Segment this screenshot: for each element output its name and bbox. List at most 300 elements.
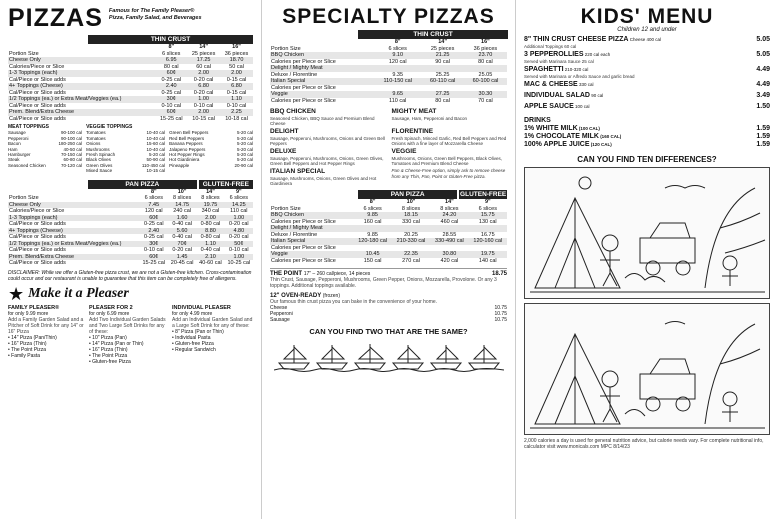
specialty-name: FLORENTINE xyxy=(391,128,434,136)
kids-item-name: 8" THIN CRUST CHEESE PIZZA xyxy=(524,36,629,43)
family-pleaser-title: FAMILY PLEASER® xyxy=(8,304,60,311)
oven-item-name: Cheese xyxy=(270,305,288,312)
the-point-sub: 17" – 260 cal/piece, 14 pieces xyxy=(303,271,371,278)
row-value: 2.40 xyxy=(155,83,187,90)
row-value: 8 slices xyxy=(201,195,220,202)
kids-item-name-wrap xyxy=(524,81,593,89)
topping-cal: 110-450 cal xyxy=(141,162,166,168)
topping-cal: 15-60 cal xyxy=(146,141,166,147)
row-value: 9.10 xyxy=(374,52,421,59)
oven-item-name: Sausage xyxy=(270,317,290,324)
row-value: 0-10 cal xyxy=(229,247,249,254)
kids-item-cal: 100 cal xyxy=(573,104,590,109)
row-label: Veggie xyxy=(270,251,353,258)
row-value: 27.25 xyxy=(421,91,464,98)
thin-crust-bar: THIN CRUST xyxy=(88,35,253,44)
kids-item-name: APPLE SAUCE xyxy=(524,103,574,110)
row-label: Delight / Mighty Meat xyxy=(270,65,374,72)
differences-picture-bottom xyxy=(524,303,770,435)
topping-cal: 60-80 cal xyxy=(63,157,83,163)
row-value: 130 cal xyxy=(478,218,497,225)
row-value: 6 slices xyxy=(229,195,248,202)
kids-item-name: 3 PEPPEROLLIES xyxy=(524,51,584,58)
kids-item-price: 4.49 xyxy=(756,66,770,73)
row-label: Cal/Piece or Slice adds xyxy=(9,115,66,122)
row-value: 2.25 xyxy=(220,109,253,116)
tagline-line2: Pizza, Family Salad, and Beverages xyxy=(108,15,202,21)
oven-item-price: 10.75 xyxy=(494,305,507,312)
row-value: 60¢ xyxy=(140,215,168,222)
row-value: 18.70 xyxy=(220,57,253,64)
size-header: 8" xyxy=(150,188,157,195)
topping-cal: 5-20 cal xyxy=(236,135,253,141)
row-value: 110 cal xyxy=(389,97,407,104)
row-value: 0-10 cal xyxy=(226,102,247,109)
table-row xyxy=(8,260,253,267)
topping-cal: 10-15 cal xyxy=(146,168,166,174)
row-value: 30¢ xyxy=(155,96,187,103)
topping-cal: 5-20 cal xyxy=(236,141,253,147)
specialty-gf-bar: GLUTEN-FREE xyxy=(460,191,507,199)
row-value: 10-25 cal xyxy=(227,260,251,267)
topping-name: Hot Pepper Rings xyxy=(169,152,205,158)
row-value: 0-80 cal xyxy=(200,221,221,228)
table-row xyxy=(270,258,507,265)
row-value: 6.80 xyxy=(220,83,253,90)
row-value: 0-20 cal xyxy=(193,76,214,83)
topping-name: Jalapeno Peppers xyxy=(169,146,206,152)
kids-item-cal: 90 cal xyxy=(589,93,604,98)
list-item: • Gluten-free Pizza xyxy=(172,340,214,347)
pan-pizza-table xyxy=(8,189,253,267)
row-value: 2.00 xyxy=(220,70,253,77)
row-value: 19.75 xyxy=(196,202,224,209)
row-value: 120-160 cal xyxy=(469,238,507,245)
topping-name: Fresh Spinach xyxy=(86,152,116,158)
row-value: 210-330 cal xyxy=(392,238,430,245)
row-label: BBQ Chicken xyxy=(270,212,353,219)
size-header: 8" xyxy=(394,39,401,45)
row-value: 110 cal xyxy=(230,208,248,215)
topping-cal: 70-120 cal xyxy=(61,162,83,168)
pleaser-for-2-price: for only 6.99 more xyxy=(89,310,130,317)
drink-name: 1% CHOCOLATE MILK xyxy=(524,133,599,140)
family-pleaser-price: for only 9.99 more xyxy=(8,310,49,317)
specialty-item xyxy=(392,128,508,146)
row-value: 140 cal xyxy=(478,257,497,264)
row-label: Prem. Blend/Extra Cheese xyxy=(8,109,155,116)
row-value: 6 slices xyxy=(388,45,407,52)
row-value: 8 slices xyxy=(401,205,421,212)
table-row xyxy=(8,116,253,123)
specialty-name: DELIGHT xyxy=(270,128,299,136)
row-value: 25.25 xyxy=(435,71,450,78)
row-value: 0-40 cal xyxy=(172,221,192,228)
row-label: Cal/Piece or Slice adds xyxy=(9,76,66,83)
row-value: 10.45 xyxy=(353,251,391,258)
list-item: • 10" Pizza (Pan) xyxy=(89,334,127,341)
row-value: 0-20 cal xyxy=(172,247,192,254)
kids-menu-title: KIDS' MENU xyxy=(580,5,714,28)
list-item: • Regular Sandwich xyxy=(172,346,216,353)
topping-name: Tomatoes xyxy=(86,135,106,141)
topping-cal: 10-40 cal xyxy=(146,130,166,136)
specialty-item xyxy=(392,148,508,166)
row-label: Italian Special xyxy=(270,238,353,245)
specialty-item xyxy=(392,108,508,126)
row-value: 2.00 xyxy=(187,70,220,77)
kids-item-row xyxy=(524,81,770,89)
row-value: 90 cal xyxy=(435,58,450,65)
list-item: • 14" Pizza (Pan/Thin) xyxy=(8,334,57,341)
pizzas-title: PIZZAS xyxy=(8,4,103,32)
row-label: Cal/Piece or Slice adds xyxy=(9,102,66,109)
row-value: 1.45 xyxy=(168,254,196,261)
row-value: 240 cal xyxy=(173,208,191,215)
topping-cal: 5-20 cal xyxy=(236,152,253,158)
topping-name: Hot Giardiniera xyxy=(169,157,200,163)
specialty-thin-table xyxy=(270,39,507,104)
drink-cal: (160 CAL) xyxy=(598,134,622,139)
row-value: 4.80 xyxy=(225,228,253,235)
row-value: 6.95 xyxy=(155,57,187,64)
specialty-pan-bar: PAN PIZZA xyxy=(358,190,457,199)
pleaser-for-2-items xyxy=(89,335,168,365)
row-label: Portion Size xyxy=(271,205,301,212)
kids-item-cal: 330 cal xyxy=(577,82,594,87)
list-item: • 16" Pizza (Thin) xyxy=(8,340,47,347)
oven-ready-sub: (frozen) xyxy=(322,293,340,300)
row-label: Portion Size xyxy=(271,45,301,52)
row-value: 1.60 xyxy=(168,215,196,222)
size-header: 14" xyxy=(445,199,454,206)
gluten-disclaimer: DISCLAIMER: While we offer a Gluten-free pizza crust, we are not a Gluten-free kitchen. Cross-contamination could occur and our restaurant is unable to guarantee that this item can be completely free of allergens. xyxy=(8,269,252,282)
row-value: 40-60 cal xyxy=(199,260,222,267)
row-value: 1.00 xyxy=(187,96,220,103)
kids-item-price: 5.05 xyxy=(756,51,770,58)
row-value: 23.70 xyxy=(464,52,507,59)
individual-pleaser-items xyxy=(172,329,253,353)
row-value: 0-40 cal xyxy=(200,247,221,254)
the-point-title: THE POINT xyxy=(270,271,303,278)
drink-name-wrap xyxy=(524,125,600,133)
row-value: 330 cal xyxy=(402,218,420,225)
drink-name: 100% APPLE JUICE xyxy=(524,141,590,148)
list-item: • Family Pasta xyxy=(8,352,41,359)
topping-cal: 40-50 cal xyxy=(63,146,83,152)
kids-item-name-wrap xyxy=(524,92,603,100)
kids-item-sub: Additional Toppings 60 cal xyxy=(524,44,577,49)
kids-item-name: INDIVIDUAL SALAD xyxy=(524,92,590,99)
row-value: 60-100 cal xyxy=(464,78,507,85)
specialty-item xyxy=(392,168,508,186)
topping-cal: 180-250 cal xyxy=(58,141,83,147)
topping-name: Banana Peppers xyxy=(169,141,203,147)
topping-cal: 5-20 cal xyxy=(236,157,253,163)
row-value: 70¢ xyxy=(168,241,196,248)
row-value: 50 cal xyxy=(229,63,244,70)
ships-puzzle xyxy=(270,339,507,373)
kids-item-name-wrap xyxy=(524,36,661,44)
row-value: 0-25 cal xyxy=(161,89,182,96)
row-value: 160 cal xyxy=(363,218,382,225)
drink-price: 1.59 xyxy=(756,125,770,132)
topping-name: Pineapple xyxy=(169,162,190,168)
row-value: 50¢ xyxy=(225,241,253,248)
specialty-desc: Mushrooms, Onions, Green Bell Peppers, Black Olives, Tomatoes and Premium Blend Cheese xyxy=(391,155,503,166)
topping-cal: 20-90 cal xyxy=(234,162,253,168)
size-header: 14" xyxy=(438,39,447,45)
topping-cal: 10-40 cal xyxy=(146,135,166,141)
kids-item-price: 1.50 xyxy=(756,103,770,110)
row-value: 10-15 cal xyxy=(192,115,215,122)
pan-pizza-bar: PAN PIZZA xyxy=(88,180,197,189)
kids-item xyxy=(524,92,770,103)
row-value: 15-25 cal xyxy=(142,260,166,267)
make-it-a-pleaser-title: Make it a Pleaser xyxy=(28,285,129,301)
row-value: 60¢ xyxy=(140,254,168,261)
row-value: 460 cal xyxy=(440,218,459,225)
row-value: 2.10 xyxy=(196,254,224,261)
specialty-desc: Seasoned Chicken, BBQ Sauce and Premium Blend Cheese xyxy=(270,115,375,126)
row-value: 1.00 xyxy=(225,215,253,222)
topping-cal: 5-20 cal xyxy=(236,146,253,152)
row-value: 8 slices xyxy=(440,205,459,212)
topping-name: Bacon xyxy=(8,141,21,147)
row-value: 1.10 xyxy=(196,241,224,248)
kids-item-sub: Served with Marinara or Alfredo Sauce and garlic bread xyxy=(524,74,635,79)
row-value: 120 cal xyxy=(144,208,163,215)
veggie-toppings-list-2 xyxy=(169,130,253,168)
oven-ready-desc: Our famous thin crust pizza you can bake in the convenience of your home. xyxy=(270,299,438,306)
row-value: 14.25 xyxy=(225,202,253,209)
specialty-name: MIGHTY MEAT xyxy=(391,108,437,115)
topping-name: Mixed Sauce xyxy=(86,168,113,174)
drink-name-wrap xyxy=(524,141,612,149)
row-label: Portion Size xyxy=(9,195,39,202)
row-label: Deluxe / Florentine xyxy=(271,231,318,238)
oven-ready-title: 12" OVEN-READY xyxy=(270,293,322,300)
kids-item-cal: 220 cal each xyxy=(583,52,611,57)
row-value: 0-10 cal xyxy=(161,102,182,109)
drink-cal: (100 CAL) xyxy=(577,126,600,131)
row-value: 2.40 xyxy=(140,228,168,235)
topping-cal: 90-100 cal xyxy=(61,135,83,141)
row-value: 0-20 cal xyxy=(229,221,249,228)
specialty-item xyxy=(270,148,386,166)
pleaser-for-2-desc: Add Two Individual Garden Salads and Two Large Soft Drinks for any of these: xyxy=(89,316,166,335)
row-value: 6 slices xyxy=(162,50,181,57)
row-value: 22.35 xyxy=(392,251,430,258)
list-item: • 8" Pizza (Pan or Thin) xyxy=(172,328,224,335)
individual-pleaser-desc: Add an Individual Garden Salad and a Large Soft Drink for any of these: xyxy=(172,316,253,329)
row-value: 420 cal xyxy=(440,257,459,264)
row-label: 1-3 Toppings (each) xyxy=(8,70,155,77)
topping-name: Sausage xyxy=(8,130,26,136)
row-label: Calories per Piece or Slice xyxy=(271,97,336,104)
row-value: 70 cal xyxy=(478,97,493,104)
row-label: Calories per Piece or Slice xyxy=(271,84,336,91)
list-item: • 16" Pizza (Thin) xyxy=(89,346,128,353)
row-value: 1.10 xyxy=(220,96,253,103)
ships-illustration xyxy=(274,339,504,373)
row-value: 18.15 xyxy=(392,212,430,219)
list-item: • The Point Pizza xyxy=(8,346,47,353)
ten-differences-title: CAN YOU FIND TEN DIFFERENCES? xyxy=(577,155,717,164)
topping-name: Pepperoni xyxy=(8,135,29,141)
specialty-desc: Pan & Cheese-Free option, simply ask to remove cheese from any Thin, Pan, Point or Gluten-Free pizza. xyxy=(391,168,506,179)
row-value: 36 pieces xyxy=(224,50,249,57)
oven-ready-items xyxy=(270,305,507,323)
thin-crust-table xyxy=(8,44,253,122)
specialty-name: ITALIAN SPECIAL xyxy=(270,168,326,176)
row-value: 0-15 cal xyxy=(226,76,247,83)
row-label: Portion Size xyxy=(9,50,39,57)
row-value: 60 cal xyxy=(196,63,211,70)
row-value: 9.85 xyxy=(367,231,378,238)
row-label: Delight / Mighty Meat xyxy=(270,225,353,232)
row-value: 30¢ xyxy=(140,241,168,248)
menu-code: MPC 8/14/23 xyxy=(600,444,630,450)
row-label: Cal/Piece or Slice adds xyxy=(9,89,66,96)
camping-illustration-bottom xyxy=(525,304,769,434)
row-value: 8.80 xyxy=(196,228,224,235)
list-item: • Individual Pasta xyxy=(172,334,211,341)
row-value: 6 slices xyxy=(478,205,497,212)
row-label: Calories/Piece or Slice xyxy=(9,208,65,215)
drink-price: 1.59 xyxy=(756,133,770,140)
topping-name: Red Bell Peppers xyxy=(169,135,205,141)
table-row xyxy=(270,98,507,105)
topping-name: Tomatoes xyxy=(86,130,106,136)
individual-pleaser-title: INDIVIDUAL PLEASER xyxy=(172,304,231,311)
specialty-name: BBQ CHICKEN xyxy=(270,108,316,115)
topping-name: Seasoned Chicken xyxy=(8,162,46,168)
row-value: 25 pieces xyxy=(191,50,216,57)
kids-column xyxy=(516,0,778,519)
row-value: 270 cal xyxy=(402,257,420,264)
row-value: 110-150 cal xyxy=(374,78,421,85)
row-value: 9.85 xyxy=(353,212,391,219)
row-value: 0-20 cal xyxy=(193,89,214,96)
row-value: 14.75 xyxy=(168,202,196,209)
row-value: 6 slices xyxy=(144,195,163,202)
topping-name: Black Olives xyxy=(86,157,111,163)
row-value: 9.35 xyxy=(392,71,404,78)
kids-item-cal: Cheese 400 cal xyxy=(628,37,661,42)
row-value: 16.75 xyxy=(480,231,495,238)
topping-cal: 10-40 cal xyxy=(146,146,166,152)
topping-name: Steak xyxy=(8,157,20,163)
topping-row xyxy=(86,168,165,173)
list-item: • Gluten-free Pizza xyxy=(89,358,131,365)
row-value: 15.75 xyxy=(469,212,507,219)
kids-item xyxy=(524,66,770,79)
row-label: Cal/Piece or Slice adds xyxy=(9,247,66,254)
row-value: 0-10 cal xyxy=(193,102,214,109)
row-value: 340 cal xyxy=(201,208,220,215)
specialty-descriptions xyxy=(270,108,507,186)
drink-name-wrap xyxy=(524,133,621,141)
row-value: 150 cal xyxy=(363,257,382,264)
kids-item xyxy=(524,36,770,49)
size-header: 10" xyxy=(406,199,416,206)
row-value: 28.55 xyxy=(442,231,457,238)
row-label: 1/2 Toppings (ea.) or Extra Meat/Veggies (ea.) xyxy=(8,96,155,103)
row-label: Italian Special xyxy=(270,78,374,85)
row-label: Cal/Piece or Slice adds xyxy=(9,221,66,228)
kids-item xyxy=(524,81,770,92)
the-point-desc: Thin Crust, Sausage, Pepperoni, Mushrooms, Green Pepper, Onions, Mozzarella, Provolone. Or any 3 toppings. Additional toppings available. xyxy=(270,277,497,290)
row-value: 330-490 cal xyxy=(430,238,468,245)
topping-name: Hamburger xyxy=(8,152,31,158)
drink-item xyxy=(524,133,770,141)
list-item: • The Point Pizza xyxy=(89,352,128,359)
kids-item-price: 5.05 xyxy=(756,36,770,43)
specialty-thin-bar: THIN CRUST xyxy=(358,30,508,39)
row-value: 10-18 cal xyxy=(225,115,248,122)
row-value: 2.00 xyxy=(187,109,220,116)
specialty-desc: Sausage, Ham, Pepperoni and Bacon xyxy=(391,115,468,121)
kids-items xyxy=(524,36,770,114)
row-label: Calories per Piece or Slice xyxy=(271,58,336,65)
row-value: 6.80 xyxy=(187,83,220,90)
row-value: 25 pieces xyxy=(430,45,455,52)
kids-item-sub: Served with Marinara Sauce 25 cal xyxy=(524,59,594,64)
kids-item-price: 4.49 xyxy=(756,81,770,88)
topping-name: Green Olives xyxy=(86,162,113,168)
drinks-heading: DRINKS xyxy=(524,117,551,124)
row-value: 36 pieces xyxy=(473,45,498,52)
star-icon: ★ xyxy=(8,283,25,304)
row-value: 80 cal xyxy=(435,97,450,104)
row-label: Calories per Piece or Slice xyxy=(271,244,336,251)
specialty-desc: Sausage, Pepperoni, Mushrooms, Onions and Green Bell Peppers xyxy=(270,135,385,146)
row-value: 0-15 cal xyxy=(226,89,247,96)
kids-item-name: SPAGHETTI xyxy=(524,66,564,73)
kids-item xyxy=(524,103,770,114)
row-label: 4+ Toppings (Cheese) xyxy=(8,228,140,235)
row-label: Cal/Piece or Slice adds xyxy=(9,260,66,267)
kids-item-row xyxy=(524,92,770,100)
oven-item-name: Pepperoni xyxy=(270,311,293,318)
list-item: • 14" Pizza (Pan or Thin) xyxy=(89,340,144,347)
oven-item-price: 10.75 xyxy=(494,317,507,324)
row-value: 0-20 cal xyxy=(229,234,249,241)
row-value: 6 slices xyxy=(363,205,382,212)
size-header: 9" xyxy=(484,199,491,206)
specialty-pan-table xyxy=(270,199,507,264)
row-value: 20.25 xyxy=(404,231,418,238)
size-header: 16" xyxy=(481,39,490,45)
kids-item-row xyxy=(524,36,770,44)
meat-toppings-heading: MEAT TOPPINGS xyxy=(8,124,49,130)
row-label: 4+ Toppings (Cheese) xyxy=(8,83,155,90)
family-pleaser-desc: Add a Family Garden Salad and a Pitcher of Soft Drink for any 14" or 16" Pizza xyxy=(8,316,84,335)
pizzas-column xyxy=(0,0,262,519)
row-label: Prem. Blend/Extra Cheese xyxy=(8,254,140,261)
row-value: 19.75 xyxy=(469,251,507,258)
drink-name: 1% WHITE MILK xyxy=(524,125,578,132)
kids-item-cal: 210-320 cal xyxy=(563,67,589,72)
row-label: Cheese Only xyxy=(8,202,140,209)
row-value: 17.25 xyxy=(187,57,220,64)
row-label: Veggie xyxy=(270,91,374,98)
row-value: 24.20 xyxy=(430,212,468,219)
kids-item-row xyxy=(524,103,770,111)
kids-item-row xyxy=(524,51,770,59)
find-two-title: CAN YOU FIND TWO THAT ARE THE SAME? xyxy=(309,327,468,337)
